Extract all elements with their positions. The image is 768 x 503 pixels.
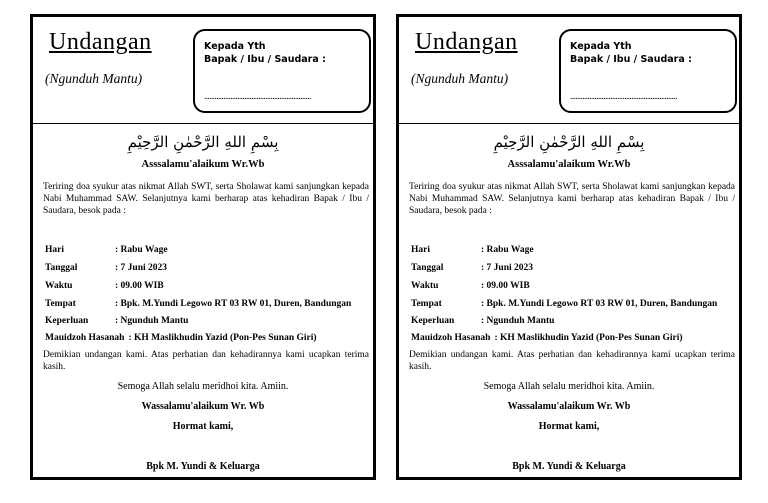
detail-tempat: [411, 299, 741, 309]
detail-tanggal: [45, 263, 375, 273]
detail-value: : KH Maslikhudin Yazid (Pon-Pes Sunan Giri): [494, 333, 683, 343]
address-box: [559, 29, 737, 113]
card-title: Undangan: [415, 29, 518, 55]
detail-mauidzoh: [45, 333, 375, 343]
detail-label: Tempat: [411, 299, 442, 309]
detail-value: : Bpk. M.Yundi Legowo RT 03 RW 01, Duren, Bandungan: [115, 299, 352, 309]
card-title: Undangan: [49, 29, 152, 55]
detail-label: Waktu: [411, 281, 439, 291]
detail-value: : Ngunduh Mantu: [115, 316, 189, 326]
address-line-2: Bapak / Ibu / Saudara :: [570, 54, 692, 65]
detail-tanggal: [411, 263, 741, 273]
detail-keperluan: [411, 316, 741, 326]
detail-keperluan: [45, 316, 375, 326]
address-line-2: Bapak / Ibu / Saudara :: [204, 54, 326, 65]
detail-waktu: [45, 281, 375, 291]
detail-tempat: [45, 299, 375, 309]
header-divider: [33, 123, 373, 124]
detail-value: : 09.00 WIB: [115, 281, 164, 291]
detail-value: : Rabu Wage: [115, 245, 168, 255]
detail-value: : 7 Juni 2023: [115, 263, 167, 273]
address-line-1: Kepada Yth: [204, 41, 266, 52]
detail-hari: [45, 245, 375, 255]
header-divider: [399, 123, 739, 124]
detail-label: Mauidzoh Hasanah: [411, 333, 491, 343]
closing-paragraph: Demikian undangan kami. Atas perhatian dan kehadirannya kami ucapkan terima kasih.: [409, 350, 735, 372]
semoga-line: Semoga Allah selalu meridhoi kita. Amiin.: [117, 381, 289, 392]
card-header: [399, 17, 739, 123]
salam-greeting: Asssalamu'alaikum Wr.Wb: [141, 159, 265, 170]
detail-label: Keperluan: [45, 316, 89, 326]
detail-label: Keperluan: [411, 316, 455, 326]
signature-line: Bpk M. Yundi & Keluarga: [146, 461, 260, 472]
detail-waktu: [411, 281, 741, 291]
detail-label: Tempat: [45, 299, 76, 309]
signature-line: Bpk M. Yundi & Keluarga: [512, 461, 626, 472]
hormat-line: Hormat kami,: [172, 421, 234, 432]
closing-paragraph: Demikian undangan kami. Atas perhatian dan kehadirannya kami ucapkan terima kasih.: [43, 350, 369, 372]
detail-label: Hari: [45, 245, 64, 255]
detail-value: : Rabu Wage: [481, 245, 534, 255]
salam-greeting: Asssalamu'alaikum Wr.Wb: [507, 159, 631, 170]
basmala-calligraphy: بِسْمِ اللهِ الرَّحْمٰنِ الرَّحِيْمِ: [493, 133, 645, 151]
detail-value: : KH Maslikhudin Yazid (Pon-Pes Sunan Giri): [128, 333, 317, 343]
detail-mauidzoh: [411, 333, 741, 343]
detail-label: Mauidzoh Hasanah: [45, 333, 125, 343]
detail-value: : 09.00 WIB: [481, 281, 530, 291]
address-line-1: Kepada Yth: [570, 41, 632, 52]
card-header: [33, 17, 373, 123]
wassalam-line: Wassalamu'alaikum Wr. Wb: [507, 401, 631, 412]
intro-paragraph: Teriring doa syukur atas nikmat Allah SWT, serta Sholawat kami sanjungkan kepada Nabi Muhammad SAW. Selanjutnya kami berharap atas kehadiran Bapak / Ibu / Saudara, besok pada :: [409, 182, 735, 216]
address-dotted-line: .............................................................: [570, 91, 677, 101]
basmala-calligraphy: بِسْمِ اللهِ الرَّحْمٰنِ الرَّحِيْمِ: [127, 133, 279, 151]
detail-value: : Bpk. M.Yundi Legowo RT 03 RW 01, Duren, Bandungan: [481, 299, 718, 309]
hormat-line: Hormat kami,: [538, 421, 600, 432]
invitation-card-left: [30, 14, 376, 480]
wassalam-line: Wassalamu'alaikum Wr. Wb: [141, 401, 265, 412]
detail-value: : 7 Juni 2023: [481, 263, 533, 273]
address-dotted-line: .............................................................: [204, 91, 311, 101]
detail-label: Tanggal: [411, 263, 444, 273]
intro-paragraph: Teriring doa syukur atas nikmat Allah SWT, serta Sholawat kami sanjungkan kepada Nabi Muhammad SAW. Selanjutnya kami berharap atas kehadiran Bapak / Ibu / Saudara, besok pada :: [43, 182, 369, 216]
card-subtitle: (Ngunduh Mantu): [45, 71, 143, 86]
detail-label: Hari: [411, 245, 430, 255]
semoga-line: Semoga Allah selalu meridhoi kita. Amiin.: [483, 381, 655, 392]
detail-label: Waktu: [45, 281, 73, 291]
detail-value: : Ngunduh Mantu: [481, 316, 555, 326]
detail-hari: [411, 245, 741, 255]
invitation-card-right: [396, 14, 742, 480]
card-subtitle: (Ngunduh Mantu): [411, 71, 509, 86]
address-box: [193, 29, 371, 113]
detail-label: Tanggal: [45, 263, 78, 273]
